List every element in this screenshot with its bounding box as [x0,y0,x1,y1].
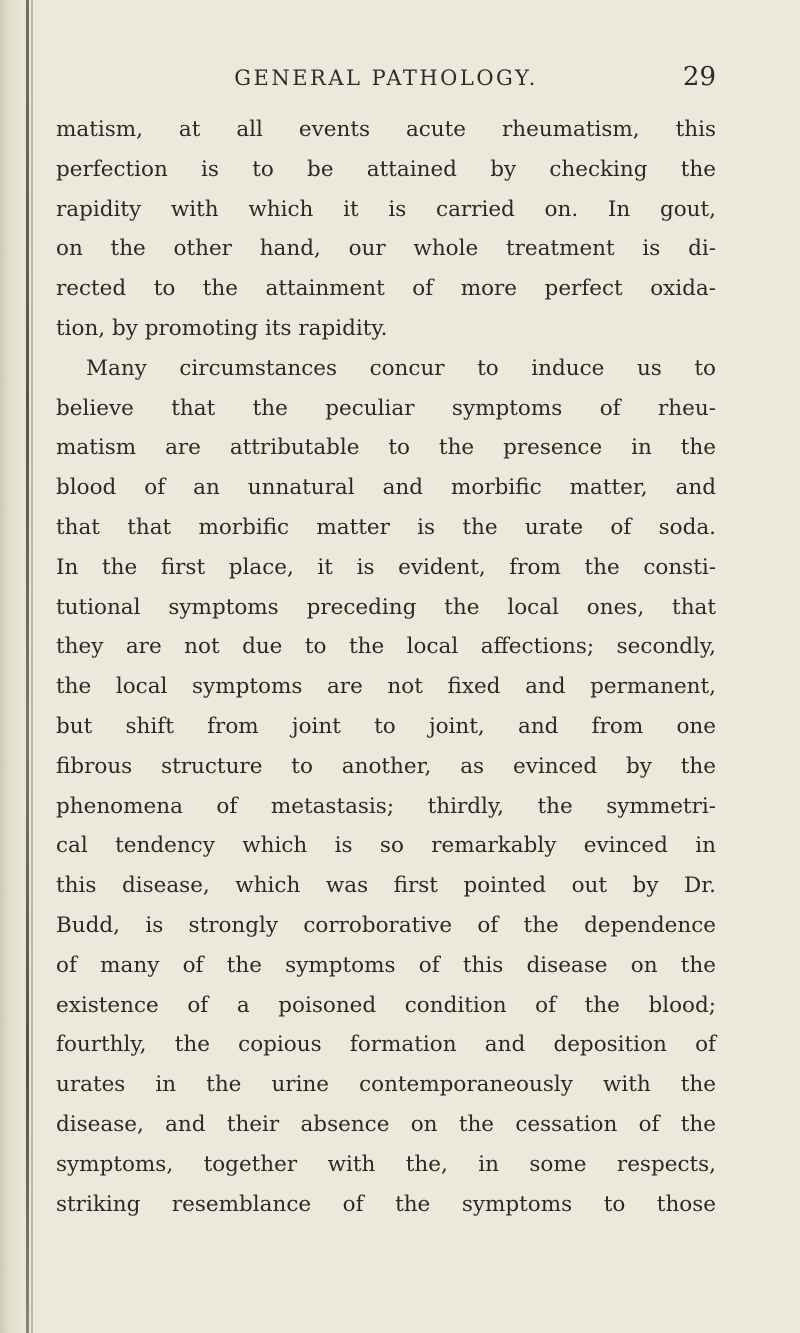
text-line: urates in the urine contemporaneously with the [56,1072,716,1098]
text-line: Many circumstances concur to induce us to [86,355,716,381]
text-line: Budd, is strongly corroborative of the dependence [56,912,716,938]
text-line: this disease, which was first pointed out by Dr. [56,873,716,899]
text-line: they are not due to the local affections; secondly, [56,634,716,660]
text-line: blood of an unnatural and morbific matter, and [56,475,716,501]
running-title: GENERAL PATHOLOGY. [234,66,538,90]
text-line: cal tendency which is so remarkably evinced in [56,833,716,859]
text-line: existence of a poisoned condition of the blood; [56,992,716,1018]
body-text [56,110,716,1224]
text-line: of many of the symptoms of this disease on the [56,952,716,978]
text-line: fibrous structure to another, as evinced by the [56,753,716,779]
text-line: perfection is to be attained by checking the [56,156,716,182]
text-line: In the first place, it is evident, from the consti- [56,554,716,580]
binding-shadow-line [26,0,29,1333]
binding-shadow-line-inner [31,0,33,1333]
running-head [56,62,716,100]
text-line: believe that the peculiar symptoms of rheu- [56,395,716,421]
text-line: that that morbific matter is the urate of soda. [56,514,716,540]
text-line: phenomena of metastasis; thirdly, the symmetri- [56,793,716,819]
text-line: tion, by promoting its rapidity. [56,315,388,341]
text-line: rected to the attainment of more perfect oxida- [56,276,716,302]
text-line: tutional symptoms preceding the local ones, that [56,594,716,620]
text-line: but shift from joint to joint, and from one [56,713,716,739]
page-number: 29 [682,62,716,92]
text-line: symptoms, together with the, in some respects, [56,1151,716,1177]
text-line: disease, and their absence on the cessation of the [56,1111,716,1137]
text-line: fourthly, the copious formation and deposition of [56,1032,716,1058]
text-line: rapidity with which it is carried on. In gout, [56,196,716,222]
text-line: striking resemblance of the symptoms to those [56,1191,716,1217]
text-line: matism are attributable to the presence in the [56,435,716,461]
text-line: on the other hand, our whole treatment is di- [56,236,716,262]
text-line: matism, at all events acute rheumatism, this [56,117,716,142]
text-line: the local symptoms are not fixed and permanent, [56,674,716,700]
